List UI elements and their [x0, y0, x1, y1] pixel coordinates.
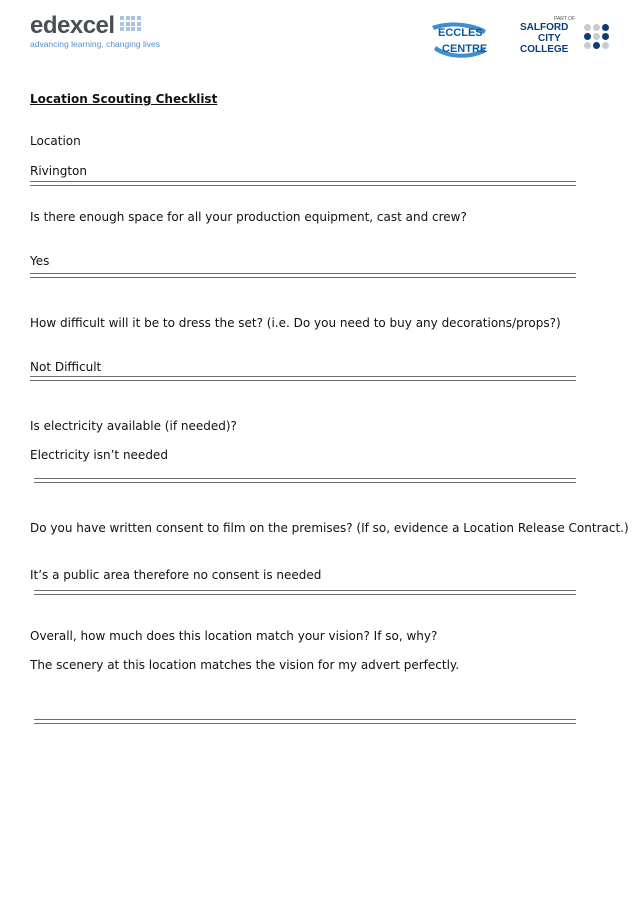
- question-consent: Do you have written consent to film on the premises? (If so, evidence a Location Release Contract.): [30, 521, 629, 535]
- question-space: Is there enough space for all your production equipment, cast and crew?: [30, 210, 467, 224]
- answer-underline: [34, 590, 576, 595]
- document-title: Location Scouting Checklist: [30, 92, 218, 106]
- salford-word-2: CITY: [538, 33, 561, 44]
- salford-word-1: SALFORD: [520, 22, 569, 33]
- answer-space: Yes: [30, 254, 50, 268]
- salford-word-3: COLLEGE: [520, 44, 569, 55]
- edexcel-grid-icon: [120, 16, 141, 31]
- answer-underline: [34, 478, 576, 483]
- edexcel-logo: [30, 14, 160, 49]
- answer-consent: It’s a public area therefore no consent is needed: [30, 568, 322, 582]
- answer-underline: [30, 181, 576, 186]
- question-vision: Overall, how much does this location match your vision? If so, why?: [30, 629, 438, 643]
- salford-part-of: PART OF: [554, 16, 576, 22]
- answer-location: Rivington: [30, 164, 87, 178]
- answer-underline: [30, 273, 576, 278]
- edexcel-wordmark: edexcel: [30, 12, 115, 39]
- question-location: Location: [30, 134, 81, 148]
- eccles-word-1: ECCLES: [438, 27, 483, 39]
- answer-underline: [30, 376, 576, 381]
- answer-vision: The scenery at this location matches the vision for my advert perfectly.: [30, 658, 460, 672]
- eccles-centre-logo: [428, 20, 490, 62]
- question-electricity: Is electricity available (if needed)?: [30, 419, 237, 433]
- answer-electricity: Electricity isn’t needed: [30, 448, 168, 462]
- edexcel-tagline: advancing learning, changing lives: [30, 39, 160, 49]
- answer-underline: [34, 719, 576, 724]
- salford-city-college-logo: [518, 16, 608, 58]
- eccles-word-2: CENTRE: [442, 43, 488, 55]
- salford-dots-icon: [584, 24, 609, 49]
- answer-dress-set: Not Difficult: [30, 360, 102, 374]
- question-dress-set: How difficult will it be to dress the set? (i.e. Do you need to buy any decorations/props?): [30, 316, 561, 330]
